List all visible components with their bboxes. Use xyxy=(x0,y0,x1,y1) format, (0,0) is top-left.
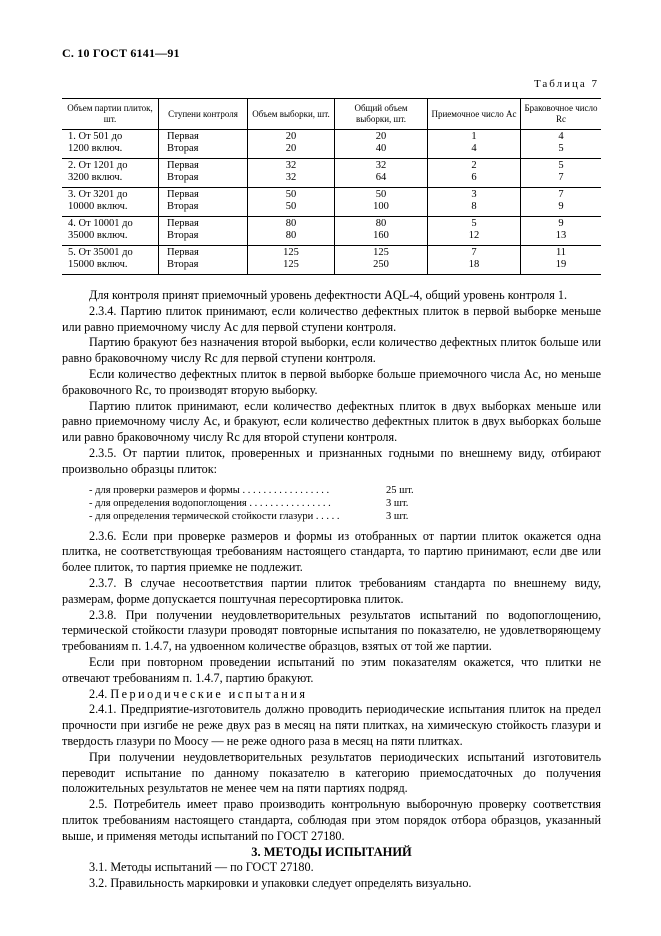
cell-sample-size-line: 80 xyxy=(285,230,297,241)
table-row xyxy=(62,217,601,246)
list-item-value: 3 шт. xyxy=(386,510,409,522)
cell-rejection-number xyxy=(521,246,602,275)
cell-sample-size xyxy=(248,246,335,275)
cell-sample-size xyxy=(248,130,335,159)
col-header-total-sample: Общий объем выборки, шт. xyxy=(335,99,428,130)
cell-lot-size xyxy=(62,159,159,188)
subsection-number: 2.4. xyxy=(89,686,108,701)
cell-lot-size-line: 15000 включ. xyxy=(68,259,128,270)
cell-total-sample-line: 50 xyxy=(375,189,387,200)
cell-lot-size xyxy=(62,246,159,275)
col-header-acceptance-number: Приемочное число Ac xyxy=(428,99,521,130)
list-item-value: 3 шт. xyxy=(386,497,409,509)
list-item-text: - для проверки размеров и формы . . . . . . . . . . . . . . . . . xyxy=(89,484,330,496)
cell-acceptance-number-line: 7 xyxy=(471,247,477,258)
cell-sample-size xyxy=(248,159,335,188)
cell-stage-line: Вторая xyxy=(167,230,199,241)
cell-rejection-number xyxy=(521,217,602,246)
cell-lot-size-line: 35000 включ. xyxy=(68,230,128,241)
section-heading: 3. МЕТОДЫ ИСПЫТАНИЙ xyxy=(251,844,412,859)
col-header-rejection-number: Браковочное число Rc xyxy=(521,99,602,130)
cell-stage xyxy=(159,188,248,217)
cell-sample-size-line: 50 xyxy=(285,201,297,212)
cell-rejection-number xyxy=(521,130,602,159)
cell-stage-line: Вторая xyxy=(167,172,199,183)
cell-rejection-number-line: 19 xyxy=(555,259,567,270)
cell-lot-size-line: 2. От 1201 до xyxy=(68,160,128,171)
list-item xyxy=(62,497,601,510)
cell-total-sample-line: 64 xyxy=(375,172,387,183)
cell-acceptance-number-line: 12 xyxy=(468,230,480,241)
cell-rejection-number-line: 5 xyxy=(558,160,564,171)
cell-acceptance-number-line: 1 xyxy=(471,131,477,142)
cell-lot-size-line: 5. От 35001 до xyxy=(68,247,133,258)
paragraph: Партию бракуют без назначения второй выборки, если количество дефектных плиток больше или равно браковочному числу Rc для первой ступени контроля. xyxy=(62,335,601,366)
subsection-title: Периодические испытания xyxy=(110,686,308,701)
document-body xyxy=(62,288,601,892)
cell-sample-size xyxy=(248,188,335,217)
cell-total-sample xyxy=(335,130,428,159)
cell-stage xyxy=(159,246,248,275)
cell-rejection-number-line: 11 xyxy=(555,247,567,258)
cell-acceptance-number-line: 3 xyxy=(471,189,477,200)
paragraph: 3.2. Правильность маркировки и упаковки следует определять визуально. xyxy=(89,876,472,891)
cell-rejection-number-line: 7 xyxy=(558,172,564,183)
table-row xyxy=(62,159,601,188)
cell-lot-size-line: 3. От 3201 до xyxy=(68,189,128,200)
cell-stage-line: Первая xyxy=(167,189,199,200)
col-header-stage: Ступени контроля xyxy=(159,99,248,130)
cell-total-sample-line: 32 xyxy=(375,160,387,171)
cell-sample-size-line: 20 xyxy=(285,131,297,142)
cell-sample-size-line: 50 xyxy=(285,189,297,200)
cell-lot-size-line: 10000 включ. xyxy=(68,201,128,212)
cell-sample-size-line: 125 xyxy=(283,247,299,258)
cell-total-sample-line: 20 xyxy=(375,131,387,142)
paragraph: При получении неудовлетворительных результатов периодических испытаний изготовитель переводит испытание по данному показателю в категорию приемосдаточных до получения положительных результатов не менее чем на пяти партиях подряд. xyxy=(62,749,601,796)
cell-total-sample-line: 160 xyxy=(373,230,389,241)
cell-total-sample-line: 250 xyxy=(373,259,389,270)
cell-acceptance-number xyxy=(428,217,521,246)
cell-rejection-number-line: 7 xyxy=(558,189,564,200)
cell-rejection-number-line: 9 xyxy=(558,218,564,229)
table-row xyxy=(62,246,601,275)
cell-total-sample xyxy=(335,246,428,275)
paragraph: 2.3.4. Партию плиток принимают, если количество дефектных плиток в первой выборке меньше или равно приемочному числу Ac для первой ступени контроля. xyxy=(62,303,601,334)
paragraph: 2.3.6. Если при проверке размеров и формы из отобранных от партии плиток окажется одна плитка, не соответствующая требованиям настоящего стандарта, то партию принимают, если две или более плиток, то партия приемке не подлежит. xyxy=(62,528,601,575)
cell-stage-line: Первая xyxy=(167,160,199,171)
paragraph: Если при повторном проведении испытаний по этим показателям окажется, что плитки не отвечают требованиям п. 1.4.7, партию бракуют. xyxy=(62,654,601,685)
page-header: С. 10 ГОСТ 6141—91 xyxy=(62,46,180,60)
subsection-heading xyxy=(62,687,601,703)
list-item-text: - для определения термической стойкости глазури . . . . . xyxy=(89,510,340,522)
cell-total-sample-line: 125 xyxy=(373,247,389,258)
sample-list xyxy=(62,484,601,523)
table-7 xyxy=(62,98,601,275)
cell-sample-size xyxy=(248,217,335,246)
cell-acceptance-number xyxy=(428,246,521,275)
cell-total-sample-line: 100 xyxy=(373,201,389,212)
cell-lot-size-line: 1200 включ. xyxy=(68,143,123,154)
cell-total-sample-line: 40 xyxy=(375,143,387,154)
table-caption: Таблица 7 xyxy=(533,78,599,90)
cell-stage-line: Вторая xyxy=(167,143,199,154)
cell-lot-size xyxy=(62,188,159,217)
cell-stage-line: Первая xyxy=(167,247,199,258)
cell-rejection-number-line: 13 xyxy=(555,230,567,241)
cell-acceptance-number xyxy=(428,130,521,159)
cell-total-sample xyxy=(335,188,428,217)
paragraph: 2.3.8. При получении неудовлетворительных результатов испытаний по водопоглощению, термической стойкости глазури проводят повторные испытания по показателю, не удовлетворяющему требованиям п. 1.4.7, на удвоенном количестве образцов, взятых от той же партии. xyxy=(62,607,601,654)
col-header-sample-size: Объем выборки, шт. xyxy=(248,99,335,130)
table-header-row xyxy=(62,99,601,130)
cell-acceptance-number-line: 5 xyxy=(471,218,477,229)
cell-total-sample xyxy=(335,159,428,188)
paragraph: 3.1. Методы испытаний — по ГОСТ 27180. xyxy=(89,860,314,875)
cell-sample-size-line: 80 xyxy=(285,218,297,229)
cell-sample-size-line: 125 xyxy=(283,259,299,270)
cell-lot-size-line: 3200 включ. xyxy=(68,172,123,183)
cell-acceptance-number-line: 6 xyxy=(471,172,477,183)
list-item-text: - для определения водопоглощения . . . . . . . . . . . . . . . . xyxy=(89,497,331,509)
cell-stage-line: Вторая xyxy=(167,259,199,270)
cell-acceptance-number xyxy=(428,159,521,188)
cell-total-sample-line: 80 xyxy=(375,218,387,229)
table-row xyxy=(62,130,601,159)
cell-acceptance-number-line: 4 xyxy=(471,143,477,154)
cell-acceptance-number xyxy=(428,188,521,217)
paragraph: Если количество дефектных плиток в первой выборке больше приемочного числа Ac, но меньше браковочного Rc, то производят вторую выборку. xyxy=(62,366,601,397)
cell-lot-size-line: 4. От 10001 до xyxy=(68,218,133,229)
cell-stage xyxy=(159,159,248,188)
cell-lot-size xyxy=(62,217,159,246)
cell-rejection-number-line: 9 xyxy=(558,201,564,212)
list-item xyxy=(62,484,601,497)
cell-lot-size xyxy=(62,130,159,159)
cell-rejection-number xyxy=(521,159,602,188)
paragraph: 2.4.1. Предприятие-изготовитель должно проводить периодические испытания плиток на предел прочности при изгибе не реже двух раз в месяц на пяти плитках, на химическую стойкость глазури и твердость глазури по Моосу — не реже одного раза в месяц на пяти плитках. xyxy=(62,702,601,748)
cell-stage xyxy=(159,130,248,159)
cell-rejection-number-line: 4 xyxy=(558,131,564,142)
table-row xyxy=(62,188,601,217)
col-header-lot-size: Объем партии плиток, шт. xyxy=(62,99,159,130)
cell-total-sample xyxy=(335,217,428,246)
paragraph: 2.5. Потребитель имеет право производить контрольную выборочную проверку соответствия плиток требованиям настоящего стандарта, соблюдая при этом порядок отбора образцов, указанный выше, и применяя методы испытаний по ГОСТ 27180. xyxy=(62,797,601,843)
cell-stage xyxy=(159,217,248,246)
cell-acceptance-number-line: 2 xyxy=(471,160,477,171)
cell-stage-line: Первая xyxy=(167,218,199,229)
cell-sample-size-line: 32 xyxy=(285,160,297,171)
paragraph: 2.3.7. В случае несоответствия партии плиток требованиям стандарта по внешнему виду, размерам, форме допускается поштучная пересортировка плиток. xyxy=(62,575,601,606)
cell-rejection-number xyxy=(521,188,602,217)
cell-acceptance-number-line: 8 xyxy=(471,201,477,212)
paragraph: Для контроля принят приемочный уровень дефектности AQL-4, общий уровень контроля 1. xyxy=(89,288,568,302)
list-item-value: 25 шт. xyxy=(386,484,414,496)
paragraph: 2.3.5. От партии плиток, проверенных и признанных годными по внешнему виду, отбирают произвольно образцы плиток: xyxy=(62,445,601,476)
cell-sample-size-line: 20 xyxy=(285,143,297,154)
paragraph: Партию плиток принимают, если количество дефектных плиток в двух выборках меньше или равно приемочному числу Ac, и бракуют, если количество дефектных плиток в двух выборках больше или равно браковочному числу Rc для второй ступени контроля. xyxy=(62,398,601,445)
list-item xyxy=(62,510,601,523)
cell-rejection-number-line: 5 xyxy=(558,143,564,154)
cell-sample-size-line: 32 xyxy=(285,172,297,183)
cell-stage-line: Первая xyxy=(167,131,199,142)
cell-lot-size-line: 1. От 501 до xyxy=(68,131,123,142)
cell-stage-line: Вторая xyxy=(167,201,199,212)
cell-acceptance-number-line: 18 xyxy=(468,259,480,270)
